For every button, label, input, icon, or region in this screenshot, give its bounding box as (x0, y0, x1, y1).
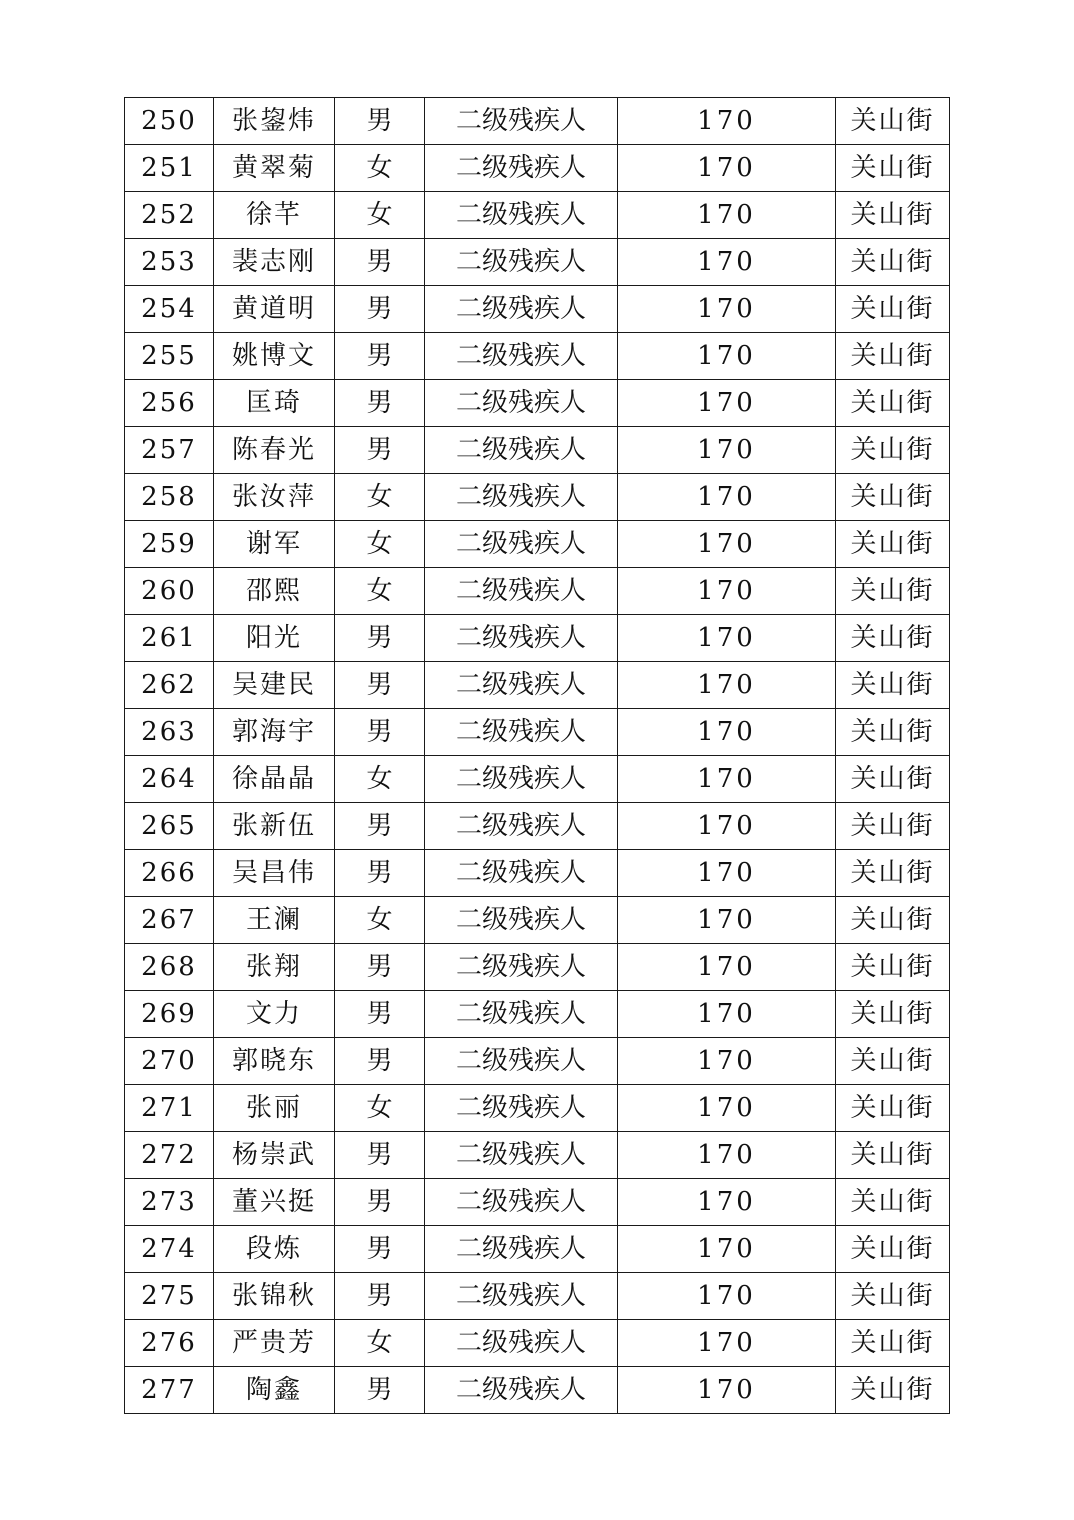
disability-level-cell: 二级残疾人 (425, 192, 618, 239)
gender-cell: 女 (335, 756, 425, 803)
amount-cell: 170 (618, 1367, 836, 1414)
street-cell: 关山街 (836, 568, 950, 615)
name-cell: 杨崇武 (214, 1132, 335, 1179)
table-row (125, 1085, 950, 1132)
amount-cell: 170 (618, 1226, 836, 1273)
amount-cell: 170 (618, 662, 836, 709)
gender-cell: 男 (335, 850, 425, 897)
amount-cell: 170 (618, 1132, 836, 1179)
disability-level-cell: 二级残疾人 (425, 662, 618, 709)
gender-cell: 女 (335, 568, 425, 615)
street-cell: 关山街 (836, 615, 950, 662)
row-number-cell: 263 (125, 709, 214, 756)
disability-level-cell: 二级残疾人 (425, 427, 618, 474)
disability-level-cell: 二级残疾人 (425, 615, 618, 662)
street-cell: 关山街 (836, 756, 950, 803)
amount-cell: 170 (618, 521, 836, 568)
row-number-cell: 266 (125, 850, 214, 897)
row-number-cell: 264 (125, 756, 214, 803)
row-number-cell: 251 (125, 145, 214, 192)
amount-cell: 170 (618, 1273, 836, 1320)
name-cell: 王澜 (214, 897, 335, 944)
gender-cell: 女 (335, 1320, 425, 1367)
name-cell: 郭晓东 (214, 1038, 335, 1085)
disability-level-cell: 二级残疾人 (425, 850, 618, 897)
amount-cell: 170 (618, 615, 836, 662)
gender-cell: 男 (335, 1273, 425, 1320)
row-number-cell: 253 (125, 239, 214, 286)
row-number-cell: 276 (125, 1320, 214, 1367)
street-cell: 关山街 (836, 1179, 950, 1226)
table-row (125, 709, 950, 756)
row-number-cell: 277 (125, 1367, 214, 1414)
disability-level-cell: 二级残疾人 (425, 521, 618, 568)
row-number-cell: 274 (125, 1226, 214, 1273)
street-cell: 关山街 (836, 1132, 950, 1179)
table-row (125, 1320, 950, 1367)
table-row (125, 145, 950, 192)
street-cell: 关山街 (836, 333, 950, 380)
gender-cell: 男 (335, 1132, 425, 1179)
disability-level-cell: 二级残疾人 (425, 98, 618, 145)
gender-cell: 男 (335, 239, 425, 286)
gender-cell: 男 (335, 803, 425, 850)
table-row (125, 98, 950, 145)
name-cell: 谢军 (214, 521, 335, 568)
amount-cell: 170 (618, 192, 836, 239)
row-number-cell: 259 (125, 521, 214, 568)
amount-cell: 170 (618, 850, 836, 897)
name-cell: 吴建民 (214, 662, 335, 709)
amount-cell: 170 (618, 380, 836, 427)
name-cell: 张丽 (214, 1085, 335, 1132)
amount-cell: 170 (618, 1085, 836, 1132)
gender-cell: 男 (335, 709, 425, 756)
row-number-cell: 268 (125, 944, 214, 991)
amount-cell: 170 (618, 803, 836, 850)
row-number-cell: 273 (125, 1179, 214, 1226)
table-row (125, 803, 950, 850)
name-cell: 陈春光 (214, 427, 335, 474)
street-cell: 关山街 (836, 380, 950, 427)
disability-level-cell: 二级残疾人 (425, 568, 618, 615)
disability-level-cell: 二级残疾人 (425, 803, 618, 850)
name-cell: 张新伍 (214, 803, 335, 850)
street-cell: 关山街 (836, 1367, 950, 1414)
street-cell: 关山街 (836, 709, 950, 756)
name-cell: 严贵芳 (214, 1320, 335, 1367)
gender-cell: 男 (335, 1038, 425, 1085)
name-cell: 匡琦 (214, 380, 335, 427)
disability-level-cell: 二级残疾人 (425, 1132, 618, 1179)
table-row (125, 192, 950, 239)
row-number-cell: 265 (125, 803, 214, 850)
name-cell: 郭海宇 (214, 709, 335, 756)
gender-cell: 女 (335, 1085, 425, 1132)
disability-level-cell: 二级残疾人 (425, 1179, 618, 1226)
amount-cell: 170 (618, 286, 836, 333)
street-cell: 关山街 (836, 427, 950, 474)
table-row (125, 1038, 950, 1085)
name-cell: 董兴挺 (214, 1179, 335, 1226)
street-cell: 关山街 (836, 145, 950, 192)
disability-level-cell: 二级残疾人 (425, 897, 618, 944)
disability-level-cell: 二级残疾人 (425, 474, 618, 521)
table-row (125, 850, 950, 897)
amount-cell: 170 (618, 239, 836, 286)
gender-cell: 女 (335, 521, 425, 568)
street-cell: 关山街 (836, 1273, 950, 1320)
disability-level-cell: 二级残疾人 (425, 944, 618, 991)
street-cell: 关山街 (836, 239, 950, 286)
disability-level-cell: 二级残疾人 (425, 1085, 618, 1132)
table-row (125, 427, 950, 474)
name-cell: 文力 (214, 991, 335, 1038)
table-row (125, 286, 950, 333)
gender-cell: 女 (335, 897, 425, 944)
street-cell: 关山街 (836, 521, 950, 568)
name-cell: 黄道明 (214, 286, 335, 333)
name-cell: 张鋆炜 (214, 98, 335, 145)
street-cell: 关山街 (836, 803, 950, 850)
amount-cell: 170 (618, 709, 836, 756)
row-number-cell: 270 (125, 1038, 214, 1085)
row-number-cell: 250 (125, 98, 214, 145)
amount-cell: 170 (618, 474, 836, 521)
row-number-cell: 275 (125, 1273, 214, 1320)
disability-level-cell: 二级残疾人 (425, 333, 618, 380)
street-cell: 关山街 (836, 286, 950, 333)
table-row (125, 662, 950, 709)
gender-cell: 女 (335, 145, 425, 192)
gender-cell: 男 (335, 380, 425, 427)
amount-cell: 170 (618, 756, 836, 803)
disability-level-cell: 二级残疾人 (425, 1226, 618, 1273)
gender-cell: 男 (335, 944, 425, 991)
street-cell: 关山街 (836, 850, 950, 897)
row-number-cell: 260 (125, 568, 214, 615)
disability-level-cell: 二级残疾人 (425, 1038, 618, 1085)
amount-cell: 170 (618, 98, 836, 145)
table-row (125, 568, 950, 615)
gender-cell: 男 (335, 333, 425, 380)
disability-level-cell: 二级残疾人 (425, 239, 618, 286)
row-number-cell: 261 (125, 615, 214, 662)
row-number-cell: 269 (125, 991, 214, 1038)
row-number-cell: 257 (125, 427, 214, 474)
row-number-cell: 272 (125, 1132, 214, 1179)
name-cell: 张翔 (214, 944, 335, 991)
table-row (125, 1179, 950, 1226)
disability-level-cell: 二级残疾人 (425, 709, 618, 756)
row-number-cell: 271 (125, 1085, 214, 1132)
amount-cell: 170 (618, 1038, 836, 1085)
table-row (125, 474, 950, 521)
amount-cell: 170 (618, 991, 836, 1038)
name-cell: 段炼 (214, 1226, 335, 1273)
table-row (125, 615, 950, 662)
table-row (125, 380, 950, 427)
street-cell: 关山街 (836, 98, 950, 145)
table-row (125, 239, 950, 286)
name-cell: 裴志刚 (214, 239, 335, 286)
gender-cell: 女 (335, 474, 425, 521)
street-cell: 关山街 (836, 1085, 950, 1132)
disability-level-cell: 二级残疾人 (425, 756, 618, 803)
row-number-cell: 258 (125, 474, 214, 521)
gender-cell: 男 (335, 1226, 425, 1273)
row-number-cell: 254 (125, 286, 214, 333)
amount-cell: 170 (618, 1179, 836, 1226)
row-number-cell: 256 (125, 380, 214, 427)
table-row (125, 991, 950, 1038)
disability-level-cell: 二级残疾人 (425, 145, 618, 192)
table-row (125, 521, 950, 568)
amount-cell: 170 (618, 944, 836, 991)
street-cell: 关山街 (836, 192, 950, 239)
table-row (125, 1226, 950, 1273)
row-number-cell: 262 (125, 662, 214, 709)
street-cell: 关山街 (836, 1320, 950, 1367)
name-cell: 张锦秋 (214, 1273, 335, 1320)
street-cell: 关山街 (836, 1226, 950, 1273)
gender-cell: 男 (335, 286, 425, 333)
row-number-cell: 255 (125, 333, 214, 380)
gender-cell: 男 (335, 1367, 425, 1414)
name-cell: 徐晶晶 (214, 756, 335, 803)
table-row (125, 1132, 950, 1179)
amount-cell: 170 (618, 897, 836, 944)
street-cell: 关山街 (836, 991, 950, 1038)
roster-table (124, 97, 950, 1414)
gender-cell: 男 (335, 662, 425, 709)
amount-cell: 170 (618, 145, 836, 192)
gender-cell: 男 (335, 991, 425, 1038)
disability-level-cell: 二级残疾人 (425, 1367, 618, 1414)
gender-cell: 男 (335, 1179, 425, 1226)
row-number-cell: 267 (125, 897, 214, 944)
gender-cell: 男 (335, 98, 425, 145)
name-cell: 姚博文 (214, 333, 335, 380)
table-row (125, 333, 950, 380)
gender-cell: 男 (335, 427, 425, 474)
name-cell: 吴昌伟 (214, 850, 335, 897)
disability-level-cell: 二级残疾人 (425, 1320, 618, 1367)
disability-level-cell: 二级残疾人 (425, 1273, 618, 1320)
street-cell: 关山街 (836, 662, 950, 709)
name-cell: 张汝萍 (214, 474, 335, 521)
table-row (125, 1367, 950, 1414)
table-row (125, 897, 950, 944)
street-cell: 关山街 (836, 944, 950, 991)
name-cell: 阳光 (214, 615, 335, 662)
amount-cell: 170 (618, 1320, 836, 1367)
street-cell: 关山街 (836, 897, 950, 944)
amount-cell: 170 (618, 427, 836, 474)
disability-level-cell: 二级残疾人 (425, 991, 618, 1038)
name-cell: 徐芊 (214, 192, 335, 239)
gender-cell: 女 (335, 192, 425, 239)
gender-cell: 男 (335, 615, 425, 662)
row-number-cell: 252 (125, 192, 214, 239)
table-row (125, 756, 950, 803)
disability-level-cell: 二级残疾人 (425, 286, 618, 333)
disability-level-cell: 二级残疾人 (425, 380, 618, 427)
amount-cell: 170 (618, 333, 836, 380)
name-cell: 黄翠菊 (214, 145, 335, 192)
table-row (125, 944, 950, 991)
table-row (125, 1273, 950, 1320)
name-cell: 邵熙 (214, 568, 335, 615)
street-cell: 关山街 (836, 474, 950, 521)
street-cell: 关山街 (836, 1038, 950, 1085)
amount-cell: 170 (618, 568, 836, 615)
name-cell: 陶鑫 (214, 1367, 335, 1414)
roster-table-body (125, 98, 950, 1414)
